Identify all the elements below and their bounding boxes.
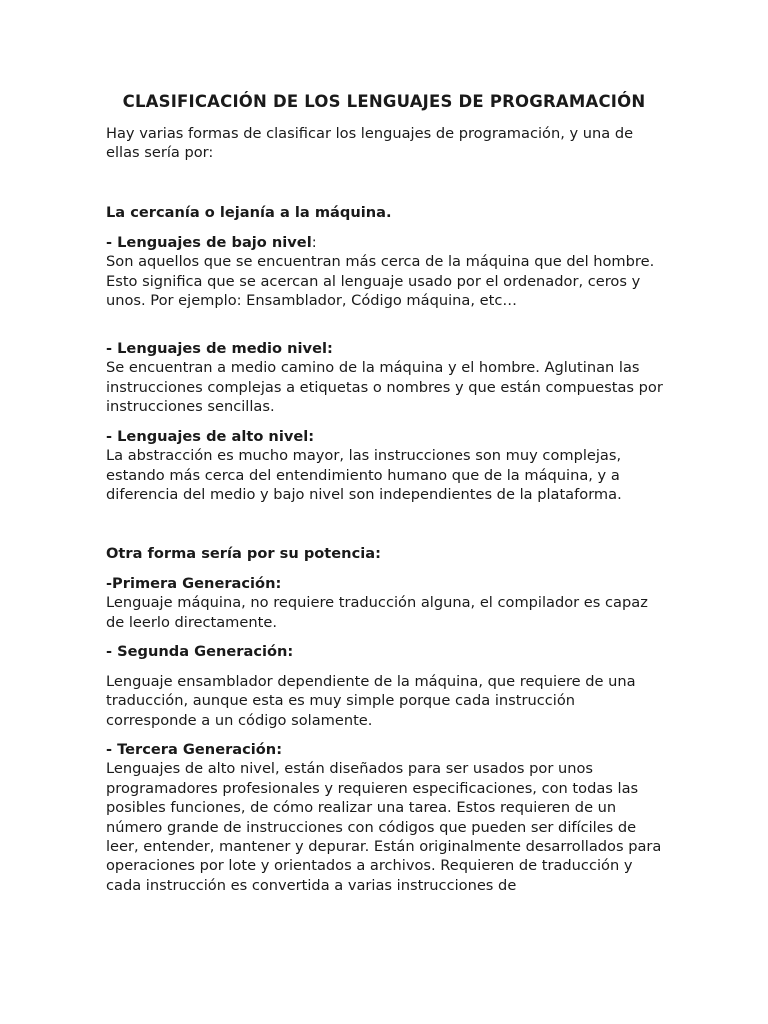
tercera-generacion-block: [106, 740, 666, 895]
alto-nivel-text: La abstracción es mucho mayor, las instrucciones son muy complejas, estando más cerca del entendimiento humano que de la máquina, y a diferencia del medio y bajo nivel son independientes de la plataforma.: [106, 447, 622, 504]
document-title: CLASIFICACIÓN DE LOS LENGUAJES DE PROGRAMACIÓN: [122, 92, 646, 111]
bajo-nivel-title: - Lenguajes de bajo nivel: [106, 234, 312, 251]
bajo-nivel-text: Son aquellos que se encuentran más cerca de la máquina que del hombre. Esto significa que se acercan al lenguaje usado por el ordenador, ceros y unos. Por ejemplo: Ensamblador, Código máquina, etc…: [106, 253, 655, 310]
bajo-nivel-heading: [106, 233, 666, 252]
alto-nivel-title: - Lenguajes de alto nivel:: [106, 428, 315, 445]
tercera-generacion-text: Lenguajes de alto nivel, están diseñados para ser usados por unos programadores profesionales y requieren especificaciones, con todas las posibles funciones, de cómo realizar una tarea. Estos requieren de un número grande de instrucciones con códigos que pueden ser difíciles de leer, entender, mantener y depurar. Están originalmente desarrollados para operaciones por lote y orientados a archivos. Requieren de traducción y cada instrucción es convertida a varias instrucciones de: [106, 760, 662, 894]
alto-nivel-block: [106, 427, 666, 505]
medio-nivel-text: Se encuentran a medio camino de la máquina y el hombre. Aglutinan las instrucciones complejas a etiquetas o nombres y que están compuestas por instrucciones sencillas.: [106, 359, 663, 416]
intro-paragraph: Hay varias formas de clasificar los lenguajes de programación, y una de ellas sería por:: [106, 125, 634, 162]
tercera-generacion-title: - Tercera Generación:: [106, 741, 283, 758]
primera-generacion-text: Lenguaje máquina, no requiere traducción alguna, el compilador es capaz de leerlo directamente.: [106, 594, 648, 631]
medio-nivel-block: [106, 339, 666, 417]
section-heading-cercania: La cercanía o lejanía a la máquina.: [106, 204, 392, 221]
section-heading-potencia: Otra forma sería por su potencia:: [106, 545, 381, 562]
segunda-generacion-text: Lenguaje ensamblador dependiente de la máquina, que requiere de una traducción, aunque esta es muy simple porque cada instrucción corresponde a un código solamente.: [106, 673, 636, 729]
bajo-nivel-block: [106, 233, 666, 311]
segunda-generacion-title: - Segunda Generación:: [106, 643, 294, 660]
medio-nivel-title: - Lenguajes de medio nivel:: [106, 340, 333, 357]
primera-generacion-title: -Primera Generación:: [106, 575, 282, 592]
bajo-nivel-title-suffix: :: [311, 234, 317, 251]
primera-generacion-block: [106, 574, 666, 632]
